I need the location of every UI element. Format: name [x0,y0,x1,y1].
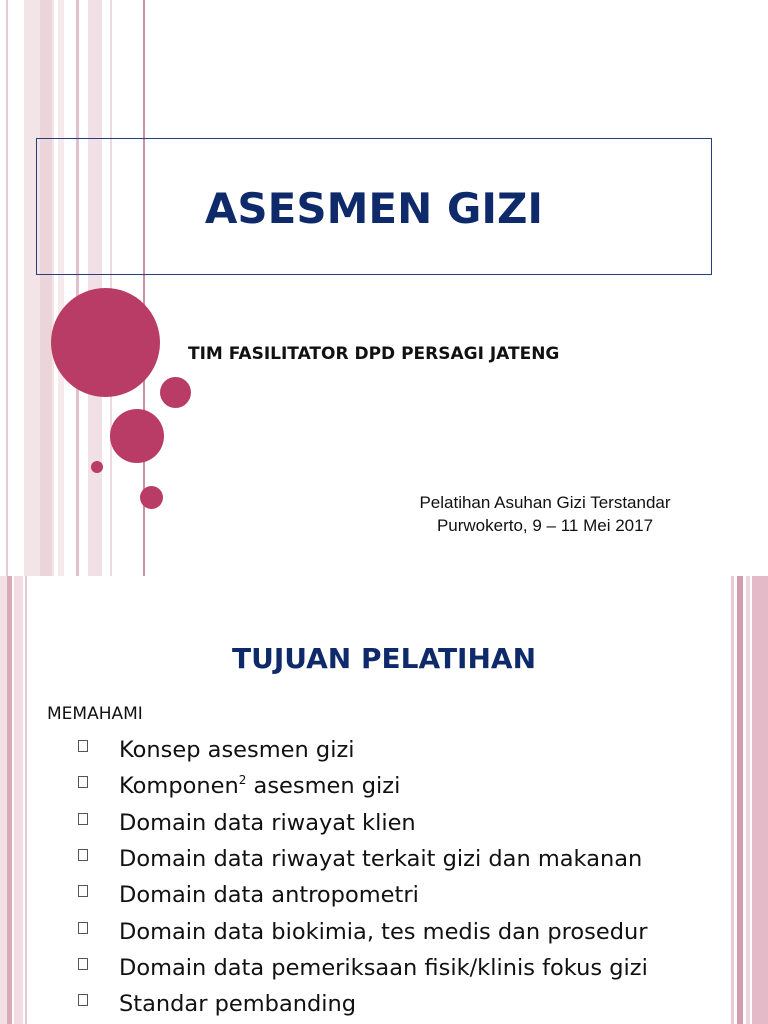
list-item [78,877,648,913]
slide-heading: TUJUAN PELATIHAN [231,642,537,675]
objective-text: Domain data biokimia, tes medis dan prosedur [119,918,648,945]
list-item [78,950,648,986]
intro-label: MEMAHAMI [47,704,143,724]
list-item [78,913,648,949]
list-item [78,841,648,877]
decor-circle-large [51,288,160,397]
list-item [78,768,648,804]
objective-text: Domain data pemeriksaan fisik/klinis fokus gizi [119,954,648,981]
square-bullet-icon [78,885,88,897]
objective-text: Konsep asesmen gizi [119,737,355,764]
decor-circle-tiny [91,461,103,473]
objective-text: Domain data antropometri [119,882,419,909]
slide-subtitle: TIM FASILITATOR DPD PERSAGI JATENG [188,344,560,364]
square-bullet-icon [78,922,88,934]
list-item [78,732,648,768]
slide-title: ASESMEN GIZI [204,184,544,233]
decor-circle-medium [110,409,164,463]
square-bullet-icon [78,958,88,970]
objective-text: Standar pembanding [119,991,357,1018]
square-bullet-icon [78,740,88,752]
event-info [380,491,710,537]
event-name: Pelatihan Asuhan Gizi Terstandar [419,493,671,512]
square-bullet-icon [78,994,88,1006]
objectives-list [78,732,648,1022]
square-bullet-icon [78,849,88,861]
title-frame [36,138,712,275]
decor-circle-small [140,486,163,509]
decor-stripe [58,0,64,576]
event-place-date: Purwokerto, 9 – 11 Mei 2017 [436,516,654,535]
square-bullet-icon [78,813,88,825]
decor-stripe [76,0,79,576]
list-item [78,805,648,841]
square-bullet-icon [78,776,88,788]
superscript: 2 [238,773,247,788]
decor-circle-small [160,377,191,408]
decor-stripe [40,0,52,576]
objective-text: Domain data riwayat klien [119,809,416,836]
objective-text: Komponen$^2$ asesmen gizi [119,773,401,800]
objectives-slide [0,576,768,1024]
list-item [78,986,648,1022]
objective-text: Domain data riwayat terkait gizi dan makanan [119,846,643,873]
decor-stripe [6,0,8,576]
